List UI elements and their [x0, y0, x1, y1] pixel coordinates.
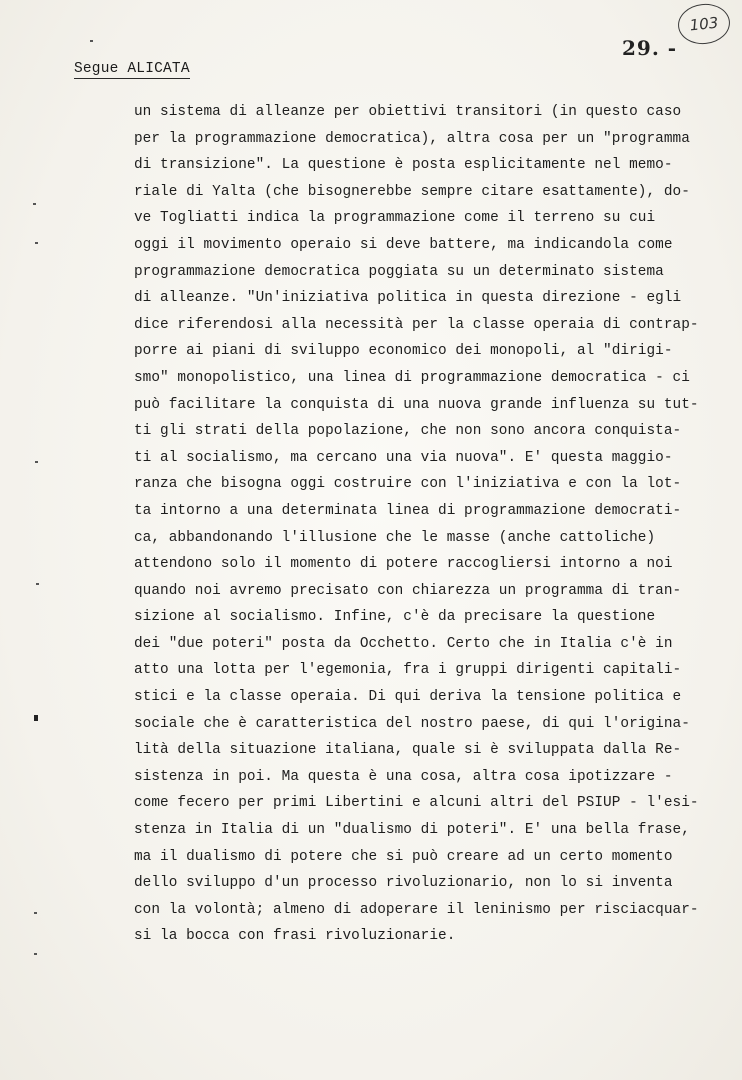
text-line: dei "due poteri" posta da Occhetto. Certo che in Italia c'è in	[134, 635, 673, 652]
page-number: 29. -	[622, 36, 678, 60]
text-line: si la bocca con frasi rivoluzionarie.	[134, 928, 456, 945]
text-line: stici e la classe operaia. Di qui deriva la tensione politica e	[134, 689, 682, 706]
scan-mark	[34, 953, 37, 955]
text-line: atto una lotta per l'egemonia, fra i gruppi dirigenti capitali-	[134, 662, 682, 679]
archive-number: 103	[688, 13, 720, 35]
text-line: dice riferendosi alla necessità per la classe operaia di contrap-	[134, 316, 699, 333]
text-line: smo" monopolistico, una linea di programmazione democratica - ci	[134, 369, 690, 386]
text-line: quando noi avremo precisato con chiarezza un programma di tran-	[134, 582, 682, 599]
text-line: ta intorno a una determinata linea di programmazione democrati-	[134, 502, 682, 519]
body-text	[134, 99, 719, 950]
text-line: sizione al socialismo. Infine, c'è da precisare la questione	[134, 609, 656, 626]
text-line: riale di Yalta (che bisognerebbe sempre citare esattamente), do-	[134, 183, 690, 200]
text-line: sistenza in poi. Ma questa è una cosa, altra cosa ipotizzare -	[134, 768, 673, 785]
text-line: porre ai piani di sviluppo economico dei monopoli, al "dirigi-	[134, 343, 673, 360]
text-line: ti al socialismo, ma cercano una via nuova". E' questa maggio-	[134, 449, 673, 466]
document-header: Segue ALICATA	[74, 61, 190, 77]
text-line: lità della situazione italiana, quale si è sviluppata dalla Re-	[134, 742, 682, 759]
text-line: di transizione". La questione è posta esplicitamente nel memo-	[134, 157, 673, 174]
scan-mark	[35, 242, 38, 244]
text-line: può facilitare la conquista di una nuova grande influenza su tut-	[134, 396, 699, 413]
text-line: ti gli strati della popolazione, che non sono ancora conquista-	[134, 423, 682, 440]
text-line: ma il dualismo di potere che si può creare ad un certo momento	[134, 848, 673, 865]
text-line: attendono solo il momento di potere raccogliersi intorno a noi	[134, 556, 673, 573]
text-line: stenza in Italia di un "dualismo di poteri". E' una bella frase,	[134, 822, 690, 839]
text-line: un sistema di alleanze per obiettivi transitori (in questo caso	[134, 104, 682, 120]
text-line: con la volontà; almeno di adoperare il leninismo per risciacquar-	[134, 901, 699, 918]
text-line: dello sviluppo d'un processo rivoluzionario, non lo si inventa	[134, 875, 673, 892]
text-line: programmazione democratica poggiata su un determinato sistema	[134, 263, 664, 280]
text-line: come fecero per primi Libertini e alcuni altri del PSIUP - l'esi-	[134, 795, 699, 812]
text-line: di alleanze. "Un'iniziativa politica in questa direzione - egli	[134, 290, 682, 307]
scan-mark	[90, 40, 93, 42]
scan-mark	[34, 715, 38, 721]
archive-stamp	[676, 1, 732, 46]
scan-mark	[35, 461, 38, 463]
scan-mark	[36, 583, 39, 585]
text-line: per la programmazione democratica), altra cosa per un "programma	[134, 130, 690, 147]
text-line: oggi il movimento operaio si deve battere, ma indicandola come	[134, 236, 673, 253]
text-line: ranza che bisogna oggi costruire con l'iniziativa e con la lot-	[134, 476, 682, 493]
text-line: ca, abbandonando l'illusione che le masse (anche cattoliche)	[134, 529, 656, 546]
text-line: sociale che è caratteristica del nostro paese, di qui l'origina-	[134, 715, 690, 732]
text-line: ve Togliatti indica la programmazione come il terreno su cui	[134, 210, 656, 227]
scan-mark	[34, 912, 37, 914]
scan-mark	[33, 203, 36, 205]
